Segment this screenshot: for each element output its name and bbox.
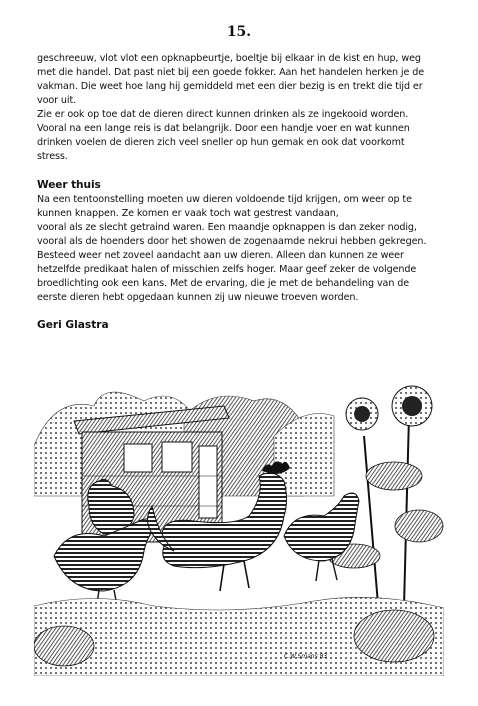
artist-signature: C.W.Smans 83 — [284, 653, 328, 660]
text-line: Zie er ook op toe dat de dieren direct kunnen drinken als ze ingekooid worden. — [37, 109, 409, 120]
text-line: drinken voelen de dieren zich veel sneller op hun gemak en ook dat voorkomt — [37, 137, 405, 148]
section-heading: Weer thuis — [37, 179, 101, 191]
text-line: voor uit. — [37, 95, 77, 106]
text-line: hetzelfde predikaat halen of misschien zelfs hoger. Maar geef zeker de volgende — [37, 264, 417, 275]
text-line: Na een tentoonstelling moeten uw dieren voldoende tijd krijgen, om weer op te — [37, 194, 412, 205]
text-line: vooral als ze slecht getraind waren. Een maandje opknappen is dan zeker nodig, — [37, 222, 417, 233]
text-line: eerste dieren hebt opgedaan kunnen zij uw nieuwe troeven worden. — [37, 292, 359, 303]
paragraph-3 — [37, 193, 441, 305]
text-line: Vooral na een lange reis is dat belangrijk. Door een handje voer en wat kunnen — [37, 123, 410, 134]
text-line: stress. — [37, 151, 68, 162]
text-line: geschreeuw, vlot vlot een opknapbeurtje, boeltje bij elkaar in de kist en hup, weg — [37, 53, 421, 64]
text-line: vooral als de hoenders door het showen de zogenaamde nekrui hebben gekregen. — [37, 236, 427, 247]
ground-foliage — [34, 597, 444, 676]
paragraph-1 — [37, 52, 441, 108]
text-line: vakman. Die weet hoe lang hij gemiddeld met een dier bezig is en trekt die tijd er — [37, 81, 423, 92]
page-number: 15. — [226, 24, 252, 40]
text-line: kunnen knappen. Ze komen er vaak toch wat gestrest vandaan, — [37, 208, 339, 219]
text-line: broedlichting ook een kans. Met de ervaring, die je met de behandeling van de — [37, 278, 410, 289]
paragraph-2 — [37, 108, 441, 164]
text-line: Besteed weer net zoveel aandacht aan uw dieren. Alleen dan kunnen ze weer — [37, 250, 404, 261]
chicken-illustration — [34, 376, 444, 676]
author-byline: Geri Glastra — [37, 319, 109, 331]
text-line: met die handel. Dat past niet bij een goede fokker. Aan het handelen herken je de — [37, 67, 425, 78]
